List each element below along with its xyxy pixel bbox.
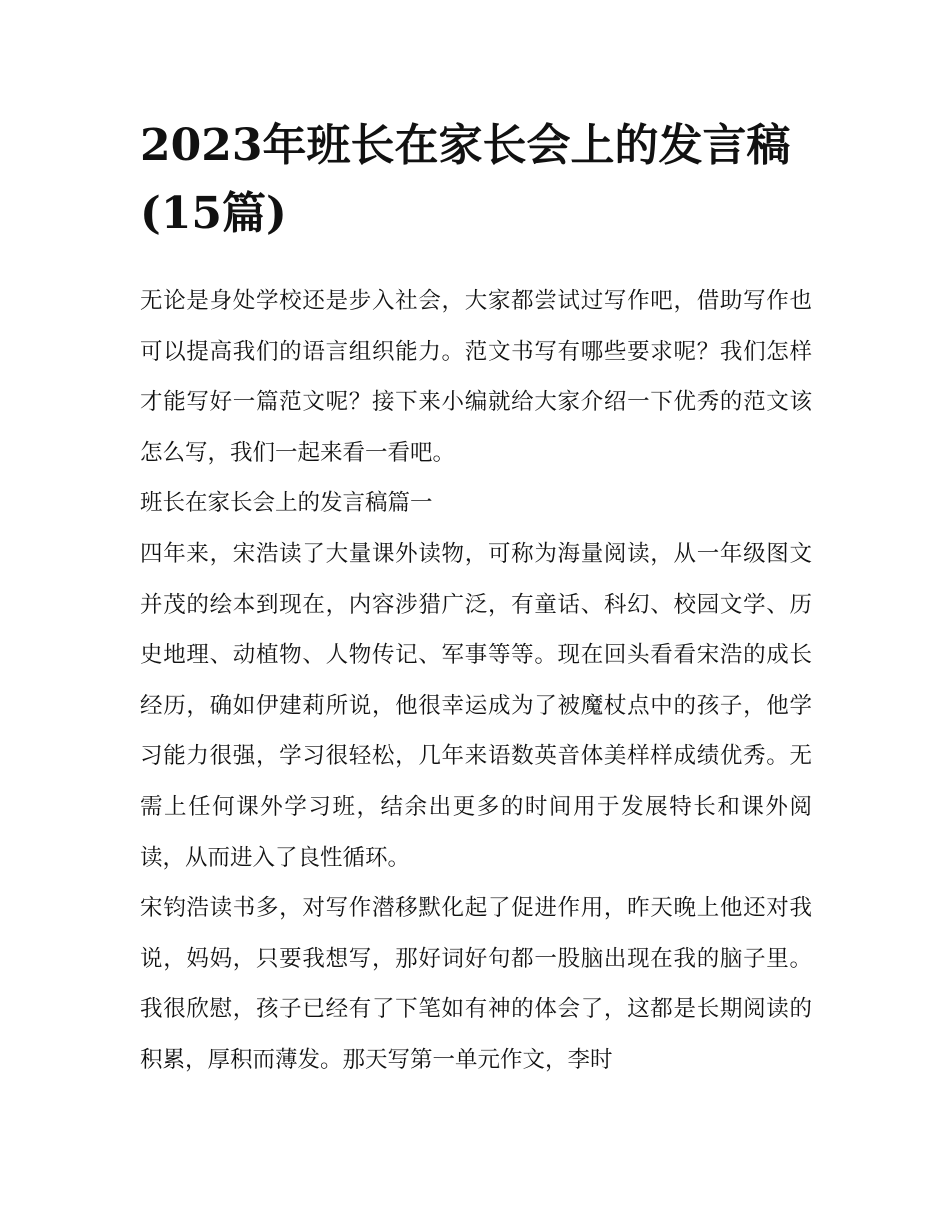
document-page <box>140 112 812 1086</box>
body-paragraph-1: 四年来，宋浩读了大量课外读物，可称为海量阅读，从一年级图文并茂的绘本到现在，内容涉猎广泛，有童话、科幻、校园文学、历史地理、动植物、人物传记、军事等等。现在回头看看宋浩的成长经历，确如伊建莉所说，他很幸运成为了被魔杖点中的孩子，他学习能力很强，学习很轻松，几年来语数英音体美样样成绩优秀。无需上任何课外学习班，结余出更多的时间用于发展特长和课外阅读，从而进入了良性循环。 <box>140 540 812 871</box>
document-body <box>140 276 812 1086</box>
intro-paragraph: 无论是身处学校还是步入社会，大家都尝试过写作吧，借助写作也可以提高我们的语言组织能力。范文书写有哪些要求呢？我们怎样才能写好一篇范文呢？接下来小编就给大家介绍一下优秀的范文该怎么写，我们一起来看一看吧。 <box>140 288 812 466</box>
body-paragraph-2: 宋钧浩读书多，对写作潜移默化起了促进作用，昨天晚上他还对我说，妈妈，只要我想写，那好词好句都一股脑出现在我的脑子里。我很欣慰，孩子已经有了下笔如有神的体会了，这都是长期阅读的积累，厚积而薄发。那天写第一单元作文，李时 <box>140 895 812 1073</box>
section-heading: 班长在家长会上的发言稿篇一 <box>140 490 433 517</box>
document-title: 2023年班长在家长会上的发言稿(15篇) <box>140 120 791 239</box>
